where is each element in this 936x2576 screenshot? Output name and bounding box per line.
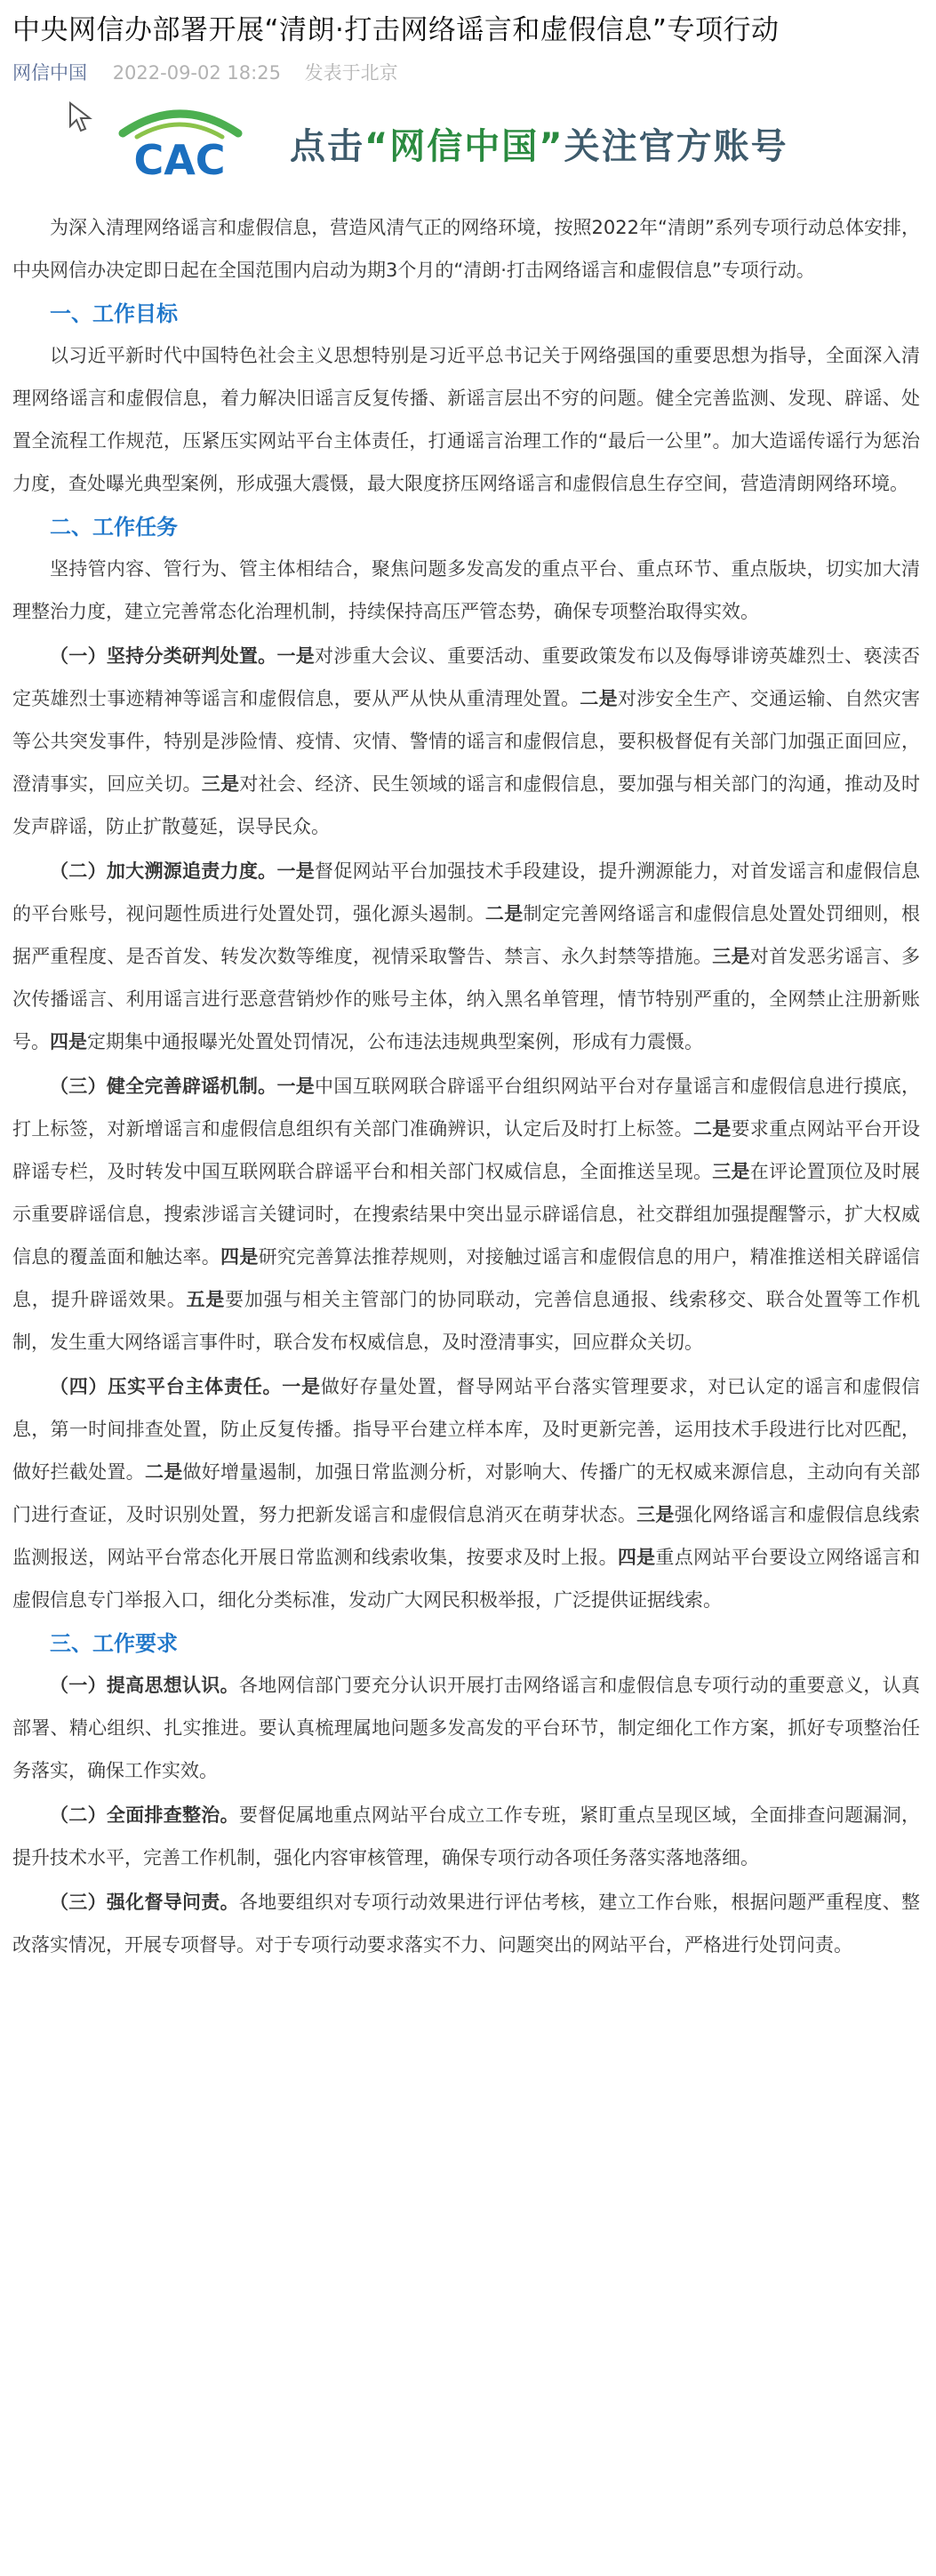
requirement-2-text: 要督促属地重点网站平台成立工作专班，紧盯重点呈现区域，全面排查问题漏洞，提升技术水平，完善工作机制，强化内容审核管理，确保专项行动各项任务落实落地落细。 xyxy=(12,1804,920,1868)
requirement-1-title: （一）提高思想认识。 xyxy=(50,1675,239,1696)
task-3-title: （三）健全完善辟谣机制。 xyxy=(50,1076,277,1097)
ordinal-label: 四是 xyxy=(50,1031,87,1052)
task-3-point-5: 要加强与相关主管部门的协同联动，完善信息通报、线索移交、联合处置等工作机制，发生重大网络谣言事件时，联合发布权威信息，及时澄清事实，回应群众关切。 xyxy=(12,1289,921,1353)
task-4-title: （四）压实平台主体责任。 xyxy=(50,1376,283,1397)
task-2-point-4: 定期集中通报曝光处置处罚情况，公布违法违规典型案例，形成有力震慑。 xyxy=(87,1031,703,1052)
task-1-point-1: 对涉重大会议、重要活动、重要政策发布以及侮辱诽谤英雄烈士、亵渎否定英雄烈士事迹精神等谣言和虚假信息，要从严从快从重清理处置。 xyxy=(12,645,920,709)
section-2-text: 坚持管内容、管行为、管主体相结合，聚焦问题多发高发的重点平台、重点环节、重点版块，切实加大清理整治力度，建立完善常态化治理机制，持续保持高压严管态势，确保专项整治取得实效。 xyxy=(12,558,920,622)
section-3-heading: 三、工作要求 xyxy=(50,1631,178,1656)
ordinal-label: 二是 xyxy=(484,903,524,924)
article-meta xyxy=(12,59,920,87)
task-2-point-3: 对首发恶劣谣言、多次传播谣言、利用谣言进行恶意营销炒作的账号主体，纳入黑名单管理，情节特别严重的，全网禁止注册新账号。 xyxy=(12,946,921,1052)
task-item-3 xyxy=(12,1065,920,1364)
task-1-point-3: 对社会、经济、民生领域的谣言和虚假信息，要加强与相关部门的沟通，推动及时发声辟谣，防止扩散蔓延，误导民众。 xyxy=(12,773,921,837)
task-4-point-3: 强化网络谣言和虚假信息线索监测报送，网站平台常态化开展日常监测和线索收集，按要求及时上报。 xyxy=(12,1504,921,1568)
task-1-title: （一）坚持分类研判处置。 xyxy=(50,645,277,667)
follow-banner[interactable] xyxy=(12,94,920,192)
task-3-point-2: 要求重点网站平台开设辟谣专栏，及时转发中国互联网联合辟谣平台和相关部门权威信息，全面推送呈现。 xyxy=(12,1118,921,1182)
task-3-point-1: 中国互联网联合辟谣平台组织网站平台对存量谣言和虚假信息进行摸底，打上标签，对新增谣言和虚假信息组织有关部门准确辨识，认定后及时打上标签。 xyxy=(12,1076,920,1140)
svg-text:CAC: CAC xyxy=(133,136,226,181)
ordinal-label: 三是 xyxy=(636,1504,675,1525)
task-item-2 xyxy=(12,850,920,1063)
banner-account-name: “网信中国” xyxy=(364,125,564,167)
task-item-1 xyxy=(12,635,920,848)
task-2-point-2: 制定完善网络谣言和虚假信息处置处罚细则，根据严重程度、是否首发、转发次数等维度，视情采取警告、禁言、永久封禁等措施。 xyxy=(12,903,921,967)
publish-location: 发表于北京 xyxy=(304,62,398,84)
intro-paragraph: 为深入清理网络谣言和虚假信息，营造风清气正的网络环境，按照2022年“清朗”系列专项行动总体安排，中央网信办决定即日起在全国范围内启动为期3个月的“清朗·打击网络谣言和虚假信息”专项行动。 xyxy=(12,217,920,281)
ordinal-label: 三是 xyxy=(712,1161,750,1182)
ordinal-label: 二是 xyxy=(692,1118,732,1140)
task-1-point-2: 对涉安全生产、交通运输、自然灾害等公共突发事件，特别是涉险情、疫情、灾情、警情的谣言和虚假信息，要积极督促有关部门加强正面回应，澄清事实，回应关切。 xyxy=(12,688,921,795)
ordinal-label: 一是 xyxy=(276,1076,316,1097)
task-3-point-4: 研究完善算法推荐规则，对接触过谣言和虚假信息的用户，精准推送相关辟谣信息，提升辟谣效果。 xyxy=(12,1246,921,1310)
task-2-title: （二）加大溯源追责力度。 xyxy=(50,860,277,882)
publish-time: 2022-09-02 18:25 xyxy=(112,62,281,84)
ordinal-label: 二是 xyxy=(580,688,618,709)
task-4-point-4: 重点网站平台要设立网络谣言和虚假信息专门举报入口，细化分类标准，发动广大网民积极举报，广泛提供证据线索。 xyxy=(12,1547,921,1611)
banner-text-before: 点击 xyxy=(290,125,364,167)
requirement-3-text: 各地要组织对专项行动效果进行评估考核，建立工作台账，根据问题严重程度、整改落实情况，开展专项督导。对于专项行动要求落实不力、问题突出的网站平台，严格进行处罚问责。 xyxy=(12,1892,920,1956)
banner-text-after: 关注官方账号 xyxy=(564,125,788,167)
requirement-3-title: （三）强化督导问责。 xyxy=(50,1892,239,1913)
task-4-point-1: 做好存量处置，督导网站平台落实管理要求，对已认定的谣言和虚假信息，第一时间排查处置，防止反复传播。指导平台建立样本库，及时更新完善，运用技术手段进行比对匹配，做好拦截处置。 xyxy=(12,1376,921,1483)
requirement-1-text: 各地网信部门要充分认识开展打击网络谣言和虚假信息专项行动的重要意义，认真部署、精心组织、扎实推进。要认真梳理属地问题多发高发的平台环节，制定细化工作方案，抓好专项整治任务落实，确保工作实效。 xyxy=(12,1675,920,1781)
section-2-heading: 二、工作任务 xyxy=(50,515,178,540)
ordinal-label: 一是 xyxy=(282,1376,321,1397)
task-item-4 xyxy=(12,1365,920,1621)
section-1-heading: 一、工作目标 xyxy=(50,301,178,326)
article-title: 中央网信办部署开展“清朗·打击网络谣言和虚假信息”专项行动 xyxy=(12,14,780,46)
ordinal-label: 四是 xyxy=(617,1547,656,1568)
author-link[interactable]: 网信中国 xyxy=(12,62,87,84)
ordinal-label: 三是 xyxy=(712,946,750,967)
ordinal-label: 一是 xyxy=(276,860,316,882)
requirement-item-2 xyxy=(12,1794,920,1879)
ordinal-label: 三是 xyxy=(201,773,240,795)
task-3-point-3: 在评论置顶位及时展示重要辟谣信息，搜索涉谣言关键词时，在搜索结果中突出显示辟谣信息，社交群组加强提醒警示，扩大权威信息的覆盖面和触达率。 xyxy=(12,1161,921,1268)
ordinal-label: 二是 xyxy=(144,1461,183,1483)
ordinal-label: 四是 xyxy=(220,1246,259,1268)
section-1-text: 以习近平新时代中国特色社会主义思想特别是习近平总书记关于网络强国的重要思想为指导，全面深入清理网络谣言和虚假信息，着力解决旧谣言反复传播、新谣言层出不穷的问题。健全完善监测、发现、辟谣、处置全流程工作规范，压紧压实网站平台主体责任，打通谣言治理工作的“最后一公里”。加大造谣传谣行为惩治力度，查处曝光典型案例，形成强大震慑，最大限度挤压网络谣言和虚假信息生存空间，营造清朗网络环境。 xyxy=(12,345,920,494)
banner-text xyxy=(290,118,788,169)
requirement-item-1 xyxy=(12,1664,920,1792)
task-4-point-2: 做好增量遏制，加强日常监测分析，对影响大、传播广的无权威来源信息，主动向有关部门进行查证，及时识别处置，努力把新发谣言和虚假信息消灭在萌芽状态。 xyxy=(12,1461,921,1525)
task-2-point-1: 督促网站平台加强技术手段建设，提升溯源能力，对首发谣言和虚假信息的平台账号，视问题性质进行处置处罚，强化源头遏制。 xyxy=(12,860,920,924)
ordinal-label: 五是 xyxy=(186,1289,226,1310)
cac-logo xyxy=(105,101,254,185)
requirement-2-title: （二）全面排查整治。 xyxy=(50,1804,239,1826)
cursor-icon xyxy=(68,101,94,137)
ordinal-label: 一是 xyxy=(276,645,316,667)
requirement-item-3 xyxy=(12,1881,920,1966)
